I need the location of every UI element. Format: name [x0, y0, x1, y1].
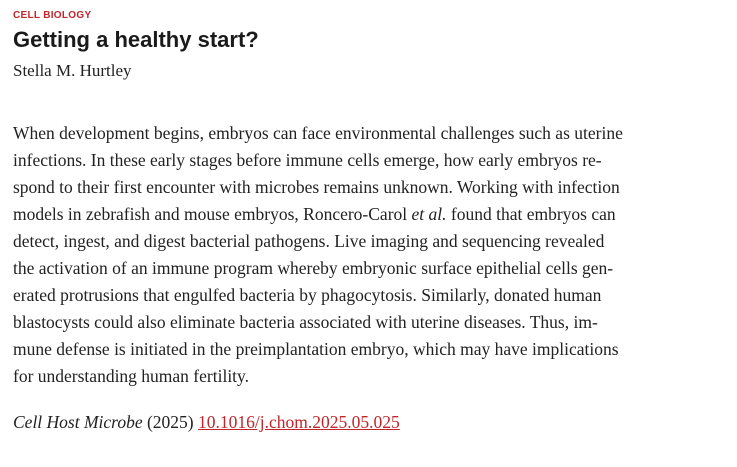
abstract-line: [13, 201, 713, 228]
abstract-line: spond to their first encounter with microbes remains unknown. Working with infection: [13, 177, 620, 197]
journal-name: Cell Host Microbe: [13, 412, 143, 432]
abstract-line: erated protrusions that engulfed bacteria by phagocytosis. Similarly, donated human: [13, 285, 602, 305]
abstract-segment: models in zebrafish and mouse embryos, Roncero-Carol: [13, 204, 412, 224]
doi-link[interactable]: 10.1016/j.chom.2025.05.025: [198, 412, 400, 432]
abstract-line: mune defense is initiated in the preimplantation embryo, which may have implications: [13, 339, 619, 359]
citation: [13, 410, 725, 434]
citation-year: (2025): [142, 412, 199, 432]
abstract-line: detect, ingest, and digest bacterial pathogens. Live imaging and sequencing revealed: [13, 231, 605, 251]
abstract-segment: found that embryos can: [446, 204, 616, 224]
abstract-text: [13, 120, 713, 390]
et-al-italic: et al.: [411, 204, 447, 224]
abstract-line: When development begins, embryos can face environmental challenges such as uterine: [13, 123, 623, 143]
article: [13, 10, 725, 434]
article-title: Getting a healthy start?: [13, 27, 259, 52]
abstract-line: blastocysts could also eliminate bacteria associated with uterine diseases. Thus, im-: [13, 312, 598, 332]
section-label: CELL BIOLOGY: [13, 10, 92, 21]
author-name: Stella M. Hurtley: [13, 61, 132, 80]
abstract-line: infections. In these early stages before immune cells emerge, how early embryos re-: [13, 150, 602, 170]
abstract-line: for understanding human fertility.: [13, 366, 250, 386]
abstract-line: the activation of an immune program whereby embryonic surface epithelial cells gen-: [13, 258, 614, 278]
